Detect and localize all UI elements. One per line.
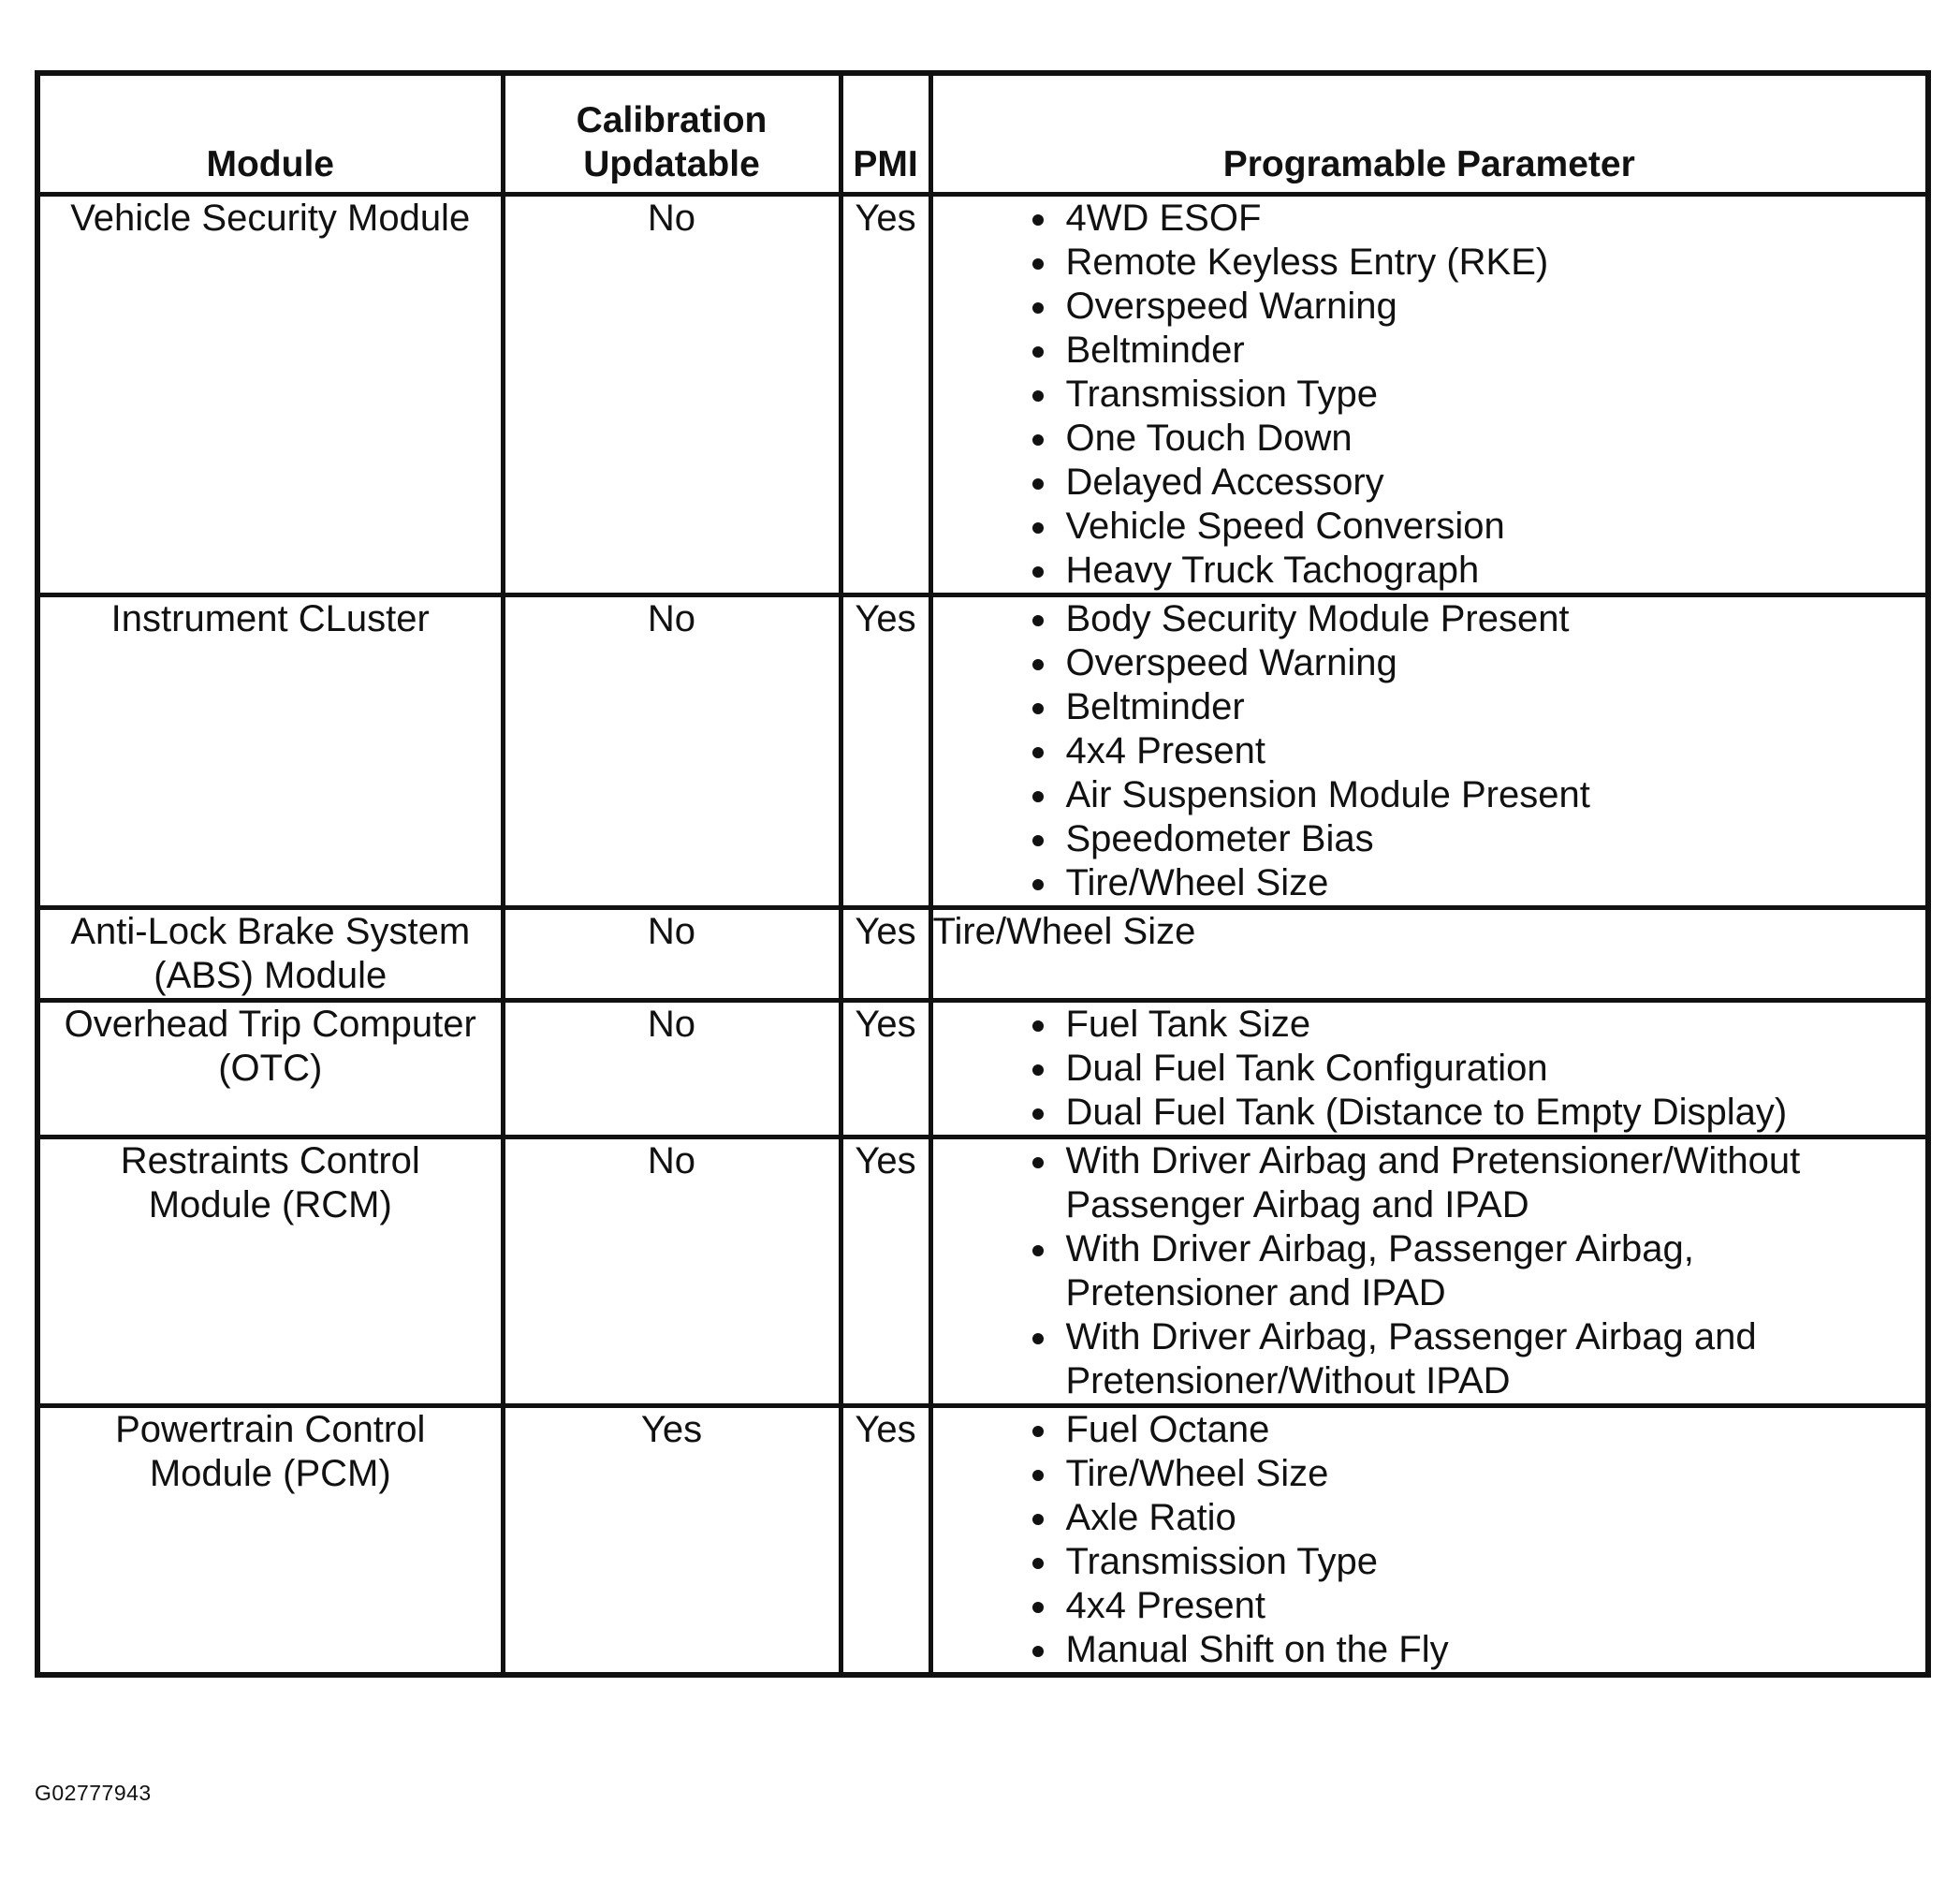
parameter-list-item: • Overspeed Warning [1060,641,1926,685]
calibration-updatable-cell: No [503,595,841,908]
pmi-cell: Yes [841,595,930,908]
calibration-updatable-cell: No [503,195,841,595]
programable-parameter-cell [930,195,1928,595]
parameter-list-item: • With Driver Airbag and Pretensioner/Without Passenger Airbag and IPAD [1060,1139,1926,1227]
header-calibration-updatable: Calibration Updatable [503,73,841,195]
table-row [37,1137,1928,1406]
pmi-cell: Yes [841,195,930,595]
module-parameter-table [35,70,1931,1678]
module-name-cell: Overhead Trip Computer (OTC) [37,1001,503,1137]
parameter-list-item: • 4WD ESOF [1060,197,1926,241]
pmi-cell: Yes [841,1406,930,1676]
parameter-list-item: • Tire/Wheel Size [1060,1452,1926,1496]
programable-parameter-cell [930,1001,1928,1137]
figure-id: G02777943 [35,1781,152,1805]
parameter-list-item: • Manual Shift on the Fly [1060,1628,1926,1672]
parameter-list-item: • Dual Fuel Tank (Distance to Empty Display) [1060,1091,1926,1135]
table-body [37,195,1928,1676]
header-pmi: PMI [841,73,930,195]
parameter-list-item: • 4x4 Present [1060,1584,1926,1628]
table-row [37,195,1928,595]
parameter-list-item: • Heavy Truck Tachograph [1060,549,1926,593]
parameter-list-item: • Vehicle Speed Conversion [1060,505,1926,549]
parameter-list-item: • 4x4 Present [1060,729,1926,773]
module-name-cell: Restraints Control Module (RCM) [37,1137,503,1406]
header-module: Module [37,73,503,195]
parameter-list [933,1139,1926,1403]
programable-parameter-cell [930,1137,1928,1406]
parameter-list-item: • Remote Keyless Entry (RKE) [1060,241,1926,285]
parameter-list-item: • One Touch Down [1060,417,1926,461]
parameter-list-item: • Speedometer Bias [1060,817,1926,861]
parameter-list-item: • Tire/Wheel Size [1060,861,1926,905]
calibration-updatable-cell: No [503,1137,841,1406]
table-row [37,1406,1928,1676]
parameter-text: Tire/Wheel Size [932,911,1196,952]
pmi-cell: Yes [841,1137,930,1406]
calibration-updatable-cell: No [503,1001,841,1137]
pmi-cell: Yes [841,908,930,1001]
parameter-list-item: • Transmission Type [1060,373,1926,417]
module-name-cell: Powertrain Control Module (PCM) [37,1406,503,1676]
parameter-list-item: • Overspeed Warning [1060,285,1926,329]
table-row [37,908,1928,1001]
parameter-list-item: • Air Suspension Module Present [1060,773,1926,817]
module-name-cell: Instrument CLuster [37,595,503,908]
calibration-updatable-cell: Yes [503,1406,841,1676]
pmi-cell: Yes [841,1001,930,1137]
parameter-list-item: • Axle Ratio [1060,1496,1926,1540]
parameter-list-item: • Fuel Tank Size [1060,1003,1926,1047]
parameter-list-item: • Body Security Module Present [1060,597,1926,641]
parameter-list-item: • Transmission Type [1060,1540,1926,1584]
header-row [37,73,1928,195]
parameter-list-item: • Beltminder [1060,685,1926,729]
parameter-list [933,1003,1926,1135]
module-name-cell: Anti-Lock Brake System (ABS) Module [37,908,503,1001]
table-row [37,595,1928,908]
table-row [37,1001,1928,1137]
parameter-list-item: • Delayed Accessory [1060,461,1926,505]
calibration-updatable-cell: No [503,908,841,1001]
header-programable-parameter: Programable Parameter [930,73,1928,195]
module-name-cell: Vehicle Security Module [37,195,503,595]
programable-parameter-cell [930,595,1928,908]
parameter-list-item: • With Driver Airbag, Passenger Airbag and Pretensioner/Without IPAD [1060,1315,1926,1403]
parameter-list [933,1408,1926,1672]
parameter-list-item: • Fuel Octane [1060,1408,1926,1452]
programable-parameter-cell [930,1406,1928,1676]
parameter-list-item: • With Driver Airbag, Passenger Airbag, Pretensioner and IPAD [1060,1227,1926,1315]
parameter-list-item: • Dual Fuel Tank Configuration [1060,1047,1926,1091]
parameter-list [933,197,1926,593]
parameter-list-item: • Beltminder [1060,329,1926,373]
parameter-list [933,597,1926,905]
programable-parameter-cell [930,908,1928,1001]
